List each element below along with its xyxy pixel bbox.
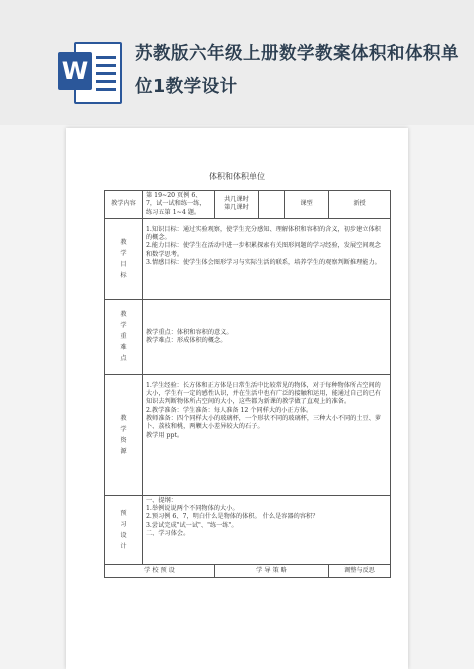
content-label: 教学内容 [105,191,143,219]
preview-line: 一、提纲： [146,496,177,504]
lesson-title: 体积和体积单位 [209,172,265,181]
key-point-line: 教学重点：体积和容积的意义。 [146,328,233,336]
content-value: 第 19~20 页例 6、7，试一试和练一练，练习五第 1~4 题。 [143,191,215,219]
preview-line: 3.尝试完成"试一试"、"练一练"。 [146,521,238,529]
footer-reflection: 调整与反思 [329,564,391,577]
preview-line: 2.预习例 6、7，明白什么是物体的体积。 什么是容器的容积？ [146,513,319,521]
table-row [105,564,391,577]
lesson-plan-table [104,190,390,578]
goal-line: 2.能力目标：使学生在活动中进一步积累探索有关图形问题的学习经验，发展空间观念和数学思考。 [146,242,381,258]
table-row [105,374,391,495]
table-row [105,218,391,299]
table-row [105,191,391,219]
header-banner [0,0,474,125]
resource-line: 2.教学准备：学生准备：每人准备 12 个同样大的小正方体。 [146,406,313,414]
lesson-count-value [259,191,285,219]
page-title: 苏教版六年级上册数学教案体积和体积单位1教学设计 [135,44,459,97]
resource-line: 教师准备：四个同样大小的玻璃杯，一个形状不同的玻璃杯，三种大小不同的土豆、萝卜、荔枝和桃，两颗大小差异较大的石子。 [146,415,382,431]
resources-label: 教学资源 [120,414,127,455]
lesson-number-label: 第几课时 [224,204,249,212]
preview-label: 预习设计 [120,509,127,550]
goal-line: 3.情感目标：使学生体会图形学习与实际生活的联系，培养学生的观察判断推理能力。 [146,259,381,267]
footer-school-preset: 学 校 预 设 [105,564,215,577]
resource-line: 教学用 ppt。 [146,431,184,439]
goals-content [143,218,391,299]
word-w-badge: W [58,52,92,90]
type-value: 新授 [329,191,391,219]
footer-guidance-strategy: 学 导 策 略 [215,564,329,577]
key-points-content [143,299,391,374]
key-points-label: 教学重难点 [120,311,127,363]
resource-line: 1.学生经验：长方体和正方体是日常生活中比较常见的物体，对于每种物体所占空间的大小，学生有一定的感性认识，并在生活中也有广泛的接触和运用，能通过自己的已有知识去判断物体所占空间的大小，这些都为新课的教学做了直观上的准备。 [146,381,382,406]
preview-content [143,495,391,564]
goals-label: 教学目标 [120,238,127,279]
preview-line: 1.举例说说两个不同物体的大小。 [146,505,239,513]
word-document-icon [58,40,120,104]
type-label: 课型 [285,191,329,219]
table-row [105,495,391,564]
resources-content [143,374,391,495]
total-lessons-label: 共几课时 [224,196,249,204]
document-page [66,128,408,669]
table-row [105,299,391,374]
preview-line: 二、学习体会。 [146,530,190,538]
key-point-line: 教学难点：形成体积的概念。 [146,336,227,344]
goal-line: 1.知识目标：通过实验观察，使学生充分感知、理解体积和容积的含义，初步建立体积的概念。 [146,225,381,242]
lesson-count-cell [215,191,259,219]
